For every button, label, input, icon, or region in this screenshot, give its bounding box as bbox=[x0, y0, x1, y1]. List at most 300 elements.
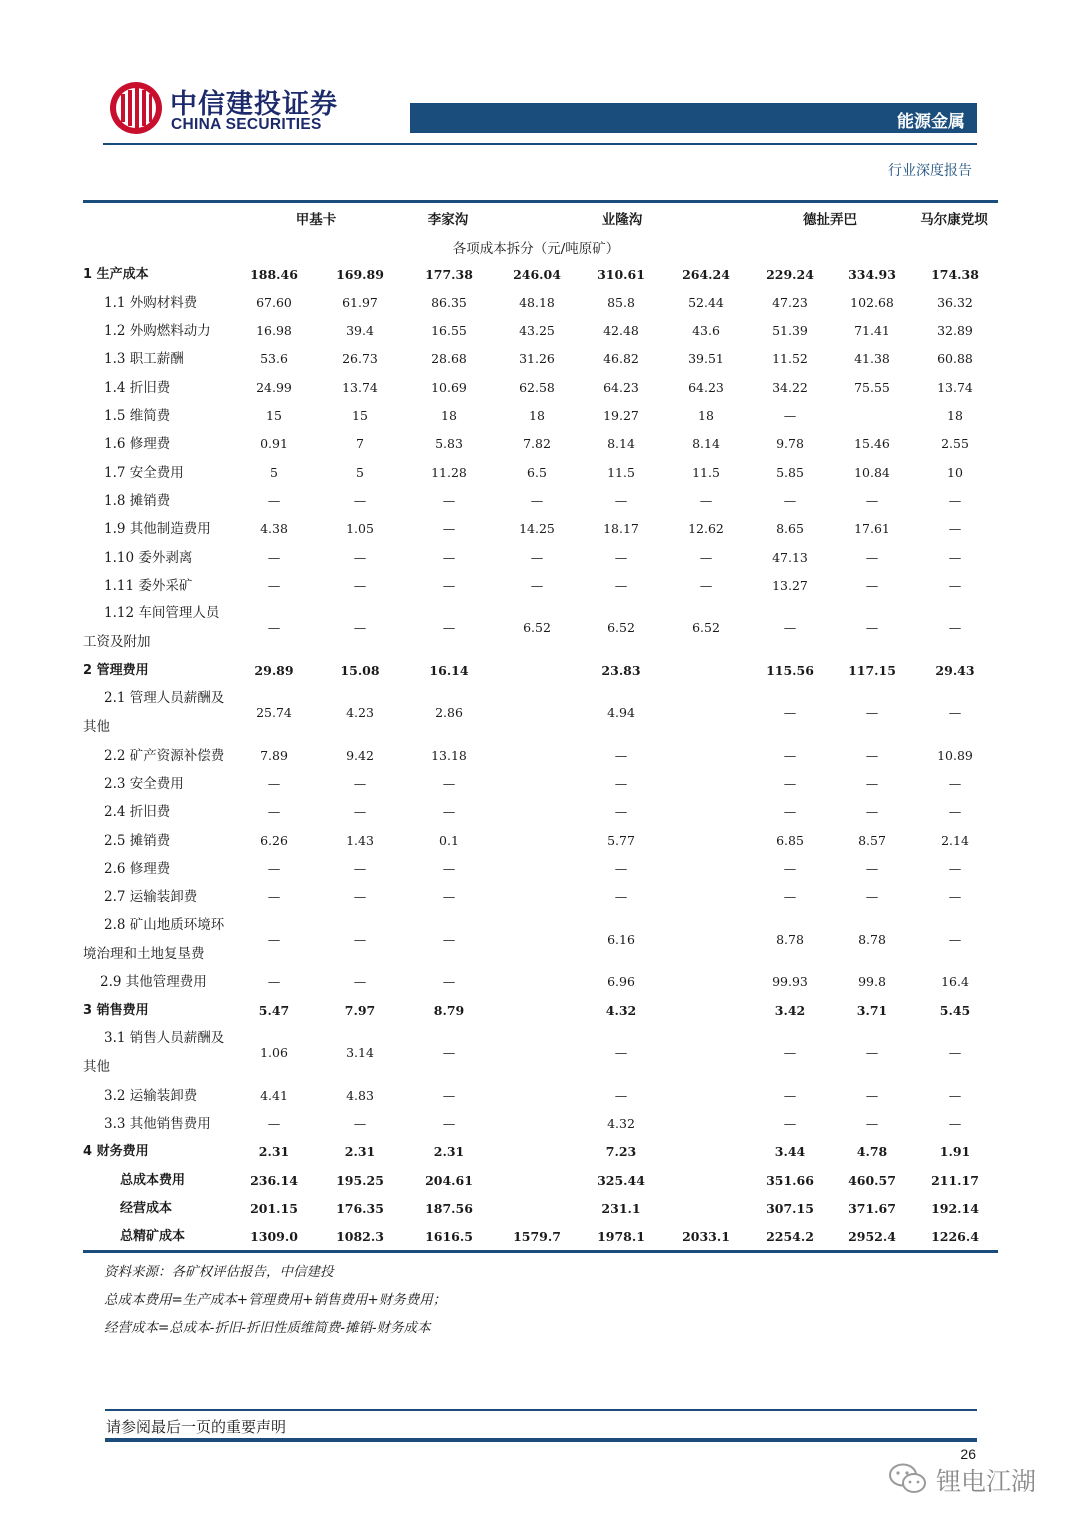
table-cell: — bbox=[948, 493, 962, 508]
table-cell: 195.25 bbox=[336, 1173, 384, 1188]
table-cell: 15 bbox=[352, 408, 368, 423]
table-cell: 1.43 bbox=[346, 833, 374, 848]
table-cell: 11.5 bbox=[692, 465, 720, 480]
table-cell: — bbox=[353, 889, 367, 904]
table-cell: 8.78 bbox=[776, 932, 804, 947]
table-cell: 2.31 bbox=[258, 1144, 290, 1159]
table-cell: 1.05 bbox=[346, 521, 374, 536]
table-cell: 4.38 bbox=[260, 521, 288, 536]
table-notes bbox=[104, 1258, 446, 1342]
row-label: 1.10 委外剥离 bbox=[104, 550, 193, 566]
column-header-maerkang-dangba: 马尔康党坝 bbox=[920, 212, 988, 228]
table-cell: 310.61 bbox=[597, 267, 645, 282]
table-cell: 1309.0 bbox=[250, 1229, 298, 1244]
row-label: 1.12 车间管理人员 bbox=[104, 605, 220, 621]
table-cell: — bbox=[267, 889, 281, 904]
table-cell: 0.91 bbox=[260, 436, 288, 451]
table-cell: — bbox=[442, 861, 456, 876]
table-cell: 371.67 bbox=[848, 1201, 896, 1216]
row-label: 3.3 其他销售费用 bbox=[104, 1116, 211, 1132]
table-cell: 201.15 bbox=[250, 1201, 298, 1216]
table-cell: — bbox=[267, 493, 281, 508]
row-label: 总精矿成本 bbox=[120, 1229, 186, 1244]
table-cell: 43.6 bbox=[692, 323, 720, 338]
table-cell: 39.51 bbox=[688, 351, 724, 366]
table-cell: 351.66 bbox=[766, 1173, 814, 1188]
table-cell: 334.93 bbox=[848, 267, 896, 282]
table-cell: — bbox=[267, 932, 281, 947]
table-cell: 29.89 bbox=[254, 663, 294, 678]
table-cell: 47.13 bbox=[772, 550, 808, 565]
table-cell: 187.56 bbox=[425, 1201, 473, 1216]
table-cell: — bbox=[442, 1088, 456, 1103]
table-cell: — bbox=[783, 1045, 797, 1060]
table-cell: — bbox=[948, 1045, 962, 1060]
table-cell: — bbox=[353, 550, 367, 565]
table-cell: 3.14 bbox=[346, 1045, 374, 1060]
table-cell: 13.18 bbox=[431, 748, 467, 763]
table-cell: — bbox=[948, 578, 962, 593]
row-label: 经营成本 bbox=[120, 1201, 173, 1216]
table-cell: — bbox=[267, 620, 281, 635]
table-cell: — bbox=[948, 1116, 962, 1131]
table-cell: — bbox=[442, 776, 456, 791]
table-cell: 5.85 bbox=[776, 465, 804, 480]
table-cell: — bbox=[530, 493, 544, 508]
table-cell: 4.83 bbox=[346, 1088, 374, 1103]
table-cell: 75.55 bbox=[854, 380, 890, 395]
watermark bbox=[888, 1460, 1058, 1500]
table-cell: — bbox=[783, 776, 797, 791]
table-cell: 0.1 bbox=[439, 833, 459, 848]
wechat-icon bbox=[888, 1462, 928, 1496]
table-cell: 48.18 bbox=[519, 295, 555, 310]
section-banner bbox=[410, 103, 977, 133]
table-cell: 5.47 bbox=[258, 1003, 290, 1018]
table-cell: 307.15 bbox=[766, 1201, 814, 1216]
row-label-continued: 境治理和土地复垦费 bbox=[83, 946, 205, 962]
table-cell: 2.31 bbox=[433, 1144, 465, 1159]
row-label: 2.7 运输装卸费 bbox=[104, 889, 198, 905]
table-cell: 460.57 bbox=[848, 1173, 896, 1188]
table-cell: — bbox=[442, 578, 456, 593]
footer-thick-divider bbox=[105, 1438, 977, 1442]
table-cell: 7.89 bbox=[260, 748, 288, 763]
table-cell: — bbox=[948, 705, 962, 720]
table-cell: — bbox=[442, 974, 456, 989]
table-cell: — bbox=[948, 932, 962, 947]
table-cell: 29.43 bbox=[935, 663, 975, 678]
formula-note-total-cost: 总成本费用=生产成本+管理费用+销售费用+财务费用； bbox=[104, 1292, 447, 1308]
table-cell: — bbox=[442, 620, 456, 635]
table-cell: 8.78 bbox=[858, 932, 886, 947]
table-cell: 64.23 bbox=[688, 380, 724, 395]
table-cell: — bbox=[530, 550, 544, 565]
table-cell: 60.88 bbox=[937, 351, 973, 366]
table-cell: 31.26 bbox=[519, 351, 555, 366]
table-cell: — bbox=[948, 620, 962, 635]
table-cell: — bbox=[865, 705, 879, 720]
table-cell: 7.97 bbox=[344, 1003, 376, 1018]
footer-divider bbox=[105, 1409, 977, 1411]
table-cell: 39.4 bbox=[346, 323, 374, 338]
table-cell: 2.55 bbox=[941, 436, 969, 451]
table-cell: 14.25 bbox=[519, 521, 555, 536]
table-cell: 15.46 bbox=[854, 436, 890, 451]
table-cell: 13.74 bbox=[342, 380, 378, 395]
row-label: 1.11 委外采矿 bbox=[104, 578, 193, 594]
table-cell: 18 bbox=[947, 408, 963, 423]
table-cell: 26.73 bbox=[342, 351, 378, 366]
table-cell: — bbox=[783, 804, 797, 819]
table-cell: 11.52 bbox=[772, 351, 808, 366]
table-cell: 11.28 bbox=[431, 465, 467, 480]
table-cell: 1226.4 bbox=[931, 1229, 979, 1244]
table-cell: 7.23 bbox=[605, 1144, 637, 1159]
table-cell: — bbox=[783, 705, 797, 720]
table-cell: — bbox=[948, 776, 962, 791]
table-cell: 1579.7 bbox=[513, 1229, 561, 1244]
table-cell: — bbox=[442, 550, 456, 565]
table-cell: — bbox=[353, 974, 367, 989]
table-cell: 6.5 bbox=[527, 465, 547, 480]
row-label: 2.4 折旧费 bbox=[104, 804, 171, 820]
table-cell: 4.23 bbox=[346, 705, 374, 720]
table-subtitle: 各项成本拆分（元/吨原矿） bbox=[452, 241, 620, 257]
table-cell: 8.65 bbox=[776, 521, 804, 536]
brand-name-cn: 中信建投证券 bbox=[170, 89, 338, 120]
table-cell: — bbox=[783, 493, 797, 508]
disclaimer-text: 请参阅最后一页的重要声明 bbox=[106, 1418, 287, 1436]
table-cell: — bbox=[865, 578, 879, 593]
table-cell: 10.89 bbox=[937, 748, 973, 763]
table-cell: 62.58 bbox=[519, 380, 555, 395]
table-cell: 16.98 bbox=[256, 323, 292, 338]
table-cell: 13.74 bbox=[937, 380, 973, 395]
table-cell: 6.52 bbox=[607, 620, 635, 635]
table-cell: — bbox=[442, 932, 456, 947]
table-cell: 4.32 bbox=[605, 1003, 637, 1018]
table-cell: — bbox=[614, 889, 628, 904]
table-cell: — bbox=[353, 493, 367, 508]
table-cell: 117.15 bbox=[848, 663, 896, 678]
table-cell: 6.85 bbox=[776, 833, 804, 848]
table-cell: — bbox=[267, 578, 281, 593]
table-cell: 5.83 bbox=[435, 436, 463, 451]
table-cell: — bbox=[865, 889, 879, 904]
table-cell: — bbox=[865, 776, 879, 791]
table-cell: 5.77 bbox=[607, 833, 635, 848]
table-cell: 246.04 bbox=[513, 267, 561, 282]
table-cell: 325.44 bbox=[597, 1173, 645, 1188]
china-securities-logo-icon bbox=[108, 80, 164, 136]
row-label-continued: 其他 bbox=[83, 719, 110, 735]
row-label: 1.2 外购燃料动力 bbox=[104, 323, 211, 339]
table-bottom-rule bbox=[83, 1250, 998, 1253]
source-note: 资料来源：各矿权评估报告，中信建投 bbox=[104, 1264, 334, 1280]
row-label: 2 管理费用 bbox=[83, 663, 149, 678]
table-cell: — bbox=[783, 620, 797, 635]
column-header-lijiagou: 李家沟 bbox=[427, 212, 469, 228]
table-cell: 192.14 bbox=[931, 1201, 979, 1216]
table-cell: — bbox=[699, 578, 713, 593]
table-cell: 43.25 bbox=[519, 323, 555, 338]
table-cell: — bbox=[948, 1088, 962, 1103]
table-cell: 85.8 bbox=[607, 295, 635, 310]
table-cell: 6.52 bbox=[692, 620, 720, 635]
table-cell: — bbox=[267, 550, 281, 565]
row-label: 1.4 折旧费 bbox=[104, 380, 171, 396]
table-cell: — bbox=[865, 550, 879, 565]
table-cell: 3.44 bbox=[774, 1144, 806, 1159]
formula-note-operating-cost: 经营成本=总成本-折旧-折旧性质维简费-摊销-财务成本 bbox=[104, 1320, 431, 1336]
table-cell: — bbox=[442, 804, 456, 819]
table-cell: 19.27 bbox=[603, 408, 639, 423]
table-cell: — bbox=[353, 861, 367, 876]
table-cell: — bbox=[699, 493, 713, 508]
table-cell: 188.46 bbox=[250, 267, 298, 282]
table-cell: 18 bbox=[441, 408, 457, 423]
row-label: 1.8 摊销费 bbox=[104, 493, 171, 509]
table-cell: 1616.5 bbox=[425, 1229, 473, 1244]
table-cell: — bbox=[442, 1116, 456, 1131]
table-cell: 18 bbox=[529, 408, 545, 423]
table-cell: 7.82 bbox=[523, 436, 551, 451]
table-cell: 2.31 bbox=[344, 1144, 376, 1159]
table-cell: 9.42 bbox=[346, 748, 374, 763]
row-label: 1.3 职工薪酬 bbox=[104, 351, 184, 367]
table-cell: 32.89 bbox=[937, 323, 973, 338]
table-cell: 16.4 bbox=[941, 974, 969, 989]
row-label: 1 生产成本 bbox=[83, 267, 149, 282]
table-cell: 3.71 bbox=[856, 1003, 888, 1018]
row-label: 1.7 安全费用 bbox=[104, 465, 184, 481]
table-cell: — bbox=[865, 620, 879, 635]
table-cell: 47.23 bbox=[772, 295, 808, 310]
table-cell: 8.79 bbox=[433, 1003, 465, 1018]
table-cell: 10.84 bbox=[854, 465, 890, 480]
table-cell: — bbox=[267, 861, 281, 876]
table-cell: 64.23 bbox=[603, 380, 639, 395]
table-cell: 211.17 bbox=[931, 1173, 979, 1188]
header-divider bbox=[103, 143, 977, 145]
table-cell: 17.61 bbox=[854, 521, 890, 536]
table-cell: — bbox=[267, 1116, 281, 1131]
table-cell: 6.16 bbox=[607, 932, 635, 947]
table-cell: 51.39 bbox=[772, 323, 808, 338]
column-header-dechenongba: 德扯弄巴 bbox=[803, 212, 857, 228]
table-cell: — bbox=[865, 1045, 879, 1060]
table-cell: — bbox=[783, 889, 797, 904]
table-cell: — bbox=[614, 804, 628, 819]
table-cell: 4.94 bbox=[607, 705, 635, 720]
table-cell: — bbox=[530, 578, 544, 593]
row-label: 2.3 安全费用 bbox=[104, 776, 184, 792]
table-cell: 13.27 bbox=[772, 578, 808, 593]
table-cell: — bbox=[353, 804, 367, 819]
row-label-continued: 工资及附加 bbox=[83, 634, 151, 650]
table-cell: 177.38 bbox=[425, 267, 473, 282]
table-cell: 5 bbox=[270, 465, 278, 480]
table-cell: — bbox=[267, 776, 281, 791]
table-cell: — bbox=[267, 974, 281, 989]
table-cell: 2952.4 bbox=[848, 1229, 896, 1244]
table-cell: 5 bbox=[356, 465, 364, 480]
table-cell: 15 bbox=[266, 408, 282, 423]
table-cell: 41.38 bbox=[854, 351, 890, 366]
table-cell: — bbox=[442, 521, 456, 536]
table-cell: 15.08 bbox=[340, 663, 380, 678]
table-cell: 4.78 bbox=[856, 1144, 888, 1159]
table-cell: 67.60 bbox=[256, 295, 292, 310]
table-cell: 3.42 bbox=[774, 1003, 806, 1018]
table-cell: 229.24 bbox=[766, 267, 814, 282]
table-cell: — bbox=[353, 578, 367, 593]
table-cell: 52.44 bbox=[688, 295, 724, 310]
brand-name-en: CHINA SECURITIES bbox=[171, 116, 322, 133]
table-cell: 6.96 bbox=[607, 974, 635, 989]
row-label: 1.1 外购材料费 bbox=[104, 295, 198, 311]
table-cell: — bbox=[614, 748, 628, 763]
table-cell: 2033.1 bbox=[682, 1229, 730, 1244]
table-cell: — bbox=[614, 1045, 628, 1060]
table-cell: 2.14 bbox=[941, 833, 969, 848]
table-cell: 12.62 bbox=[688, 521, 724, 536]
table-cell: 23.83 bbox=[601, 663, 641, 678]
company-logo bbox=[108, 80, 348, 140]
table-cell: 18.17 bbox=[603, 521, 639, 536]
table-cell: — bbox=[783, 748, 797, 763]
table-cell: 102.68 bbox=[850, 295, 894, 310]
table-cell: — bbox=[865, 1088, 879, 1103]
table-cell: 8.57 bbox=[858, 833, 886, 848]
table-cell: 8.14 bbox=[692, 436, 720, 451]
table-cell: 10 bbox=[947, 465, 963, 480]
table-cell: 7 bbox=[356, 436, 364, 451]
table-cell: 28.68 bbox=[431, 351, 467, 366]
table-top-rule bbox=[83, 200, 998, 203]
table-cell: 264.24 bbox=[682, 267, 730, 282]
table-cell: — bbox=[353, 620, 367, 635]
table-cell: 176.35 bbox=[336, 1201, 384, 1216]
table-cell: 99.93 bbox=[772, 974, 808, 989]
table-cell: 174.38 bbox=[931, 267, 979, 282]
table-cell: 42.48 bbox=[603, 323, 639, 338]
table-cell: 99.8 bbox=[858, 974, 886, 989]
table-cell: 61.97 bbox=[342, 295, 378, 310]
table-cell: 8.14 bbox=[607, 436, 635, 451]
table-cell: 9.78 bbox=[776, 436, 804, 451]
table-cell: — bbox=[783, 408, 797, 423]
row-label: 2.6 修理费 bbox=[104, 861, 171, 877]
table-cell: — bbox=[948, 889, 962, 904]
page-number: 26 bbox=[960, 1446, 976, 1462]
table-cell: 11.5 bbox=[607, 465, 635, 480]
table-cell: 6.26 bbox=[260, 833, 288, 848]
table-cell: 36.32 bbox=[937, 295, 973, 310]
column-header-jiajika: 甲基卡 bbox=[295, 212, 337, 228]
table-cell: — bbox=[442, 1045, 456, 1060]
table-cell: — bbox=[614, 493, 628, 508]
table-cell: — bbox=[614, 776, 628, 791]
section-title: 能源金属 bbox=[897, 112, 965, 132]
table-cell: — bbox=[948, 550, 962, 565]
table-cell: — bbox=[353, 1116, 367, 1131]
table-cell: 1978.1 bbox=[597, 1229, 645, 1244]
table-cell: — bbox=[353, 776, 367, 791]
table-cell: 1.91 bbox=[939, 1144, 971, 1159]
table-cell: 86.35 bbox=[431, 295, 467, 310]
row-label: 3.2 运输装卸费 bbox=[104, 1088, 198, 1104]
table-cell: — bbox=[783, 1088, 797, 1103]
watermark-text: 锂电江湖 bbox=[936, 1467, 1037, 1496]
table-cell: 24.99 bbox=[256, 380, 292, 395]
table-cell: 6.52 bbox=[523, 620, 551, 635]
table-cell: 16.55 bbox=[431, 323, 467, 338]
table-cell: 71.41 bbox=[854, 323, 890, 338]
row-label: 2.1 管理人员薪酬及 bbox=[104, 690, 225, 706]
table-cell: — bbox=[948, 804, 962, 819]
table-cell: — bbox=[948, 861, 962, 876]
row-label: 1.9 其他制造费用 bbox=[104, 521, 211, 537]
table-cell: — bbox=[948, 521, 962, 536]
table-cell: 5.45 bbox=[939, 1003, 971, 1018]
table-cell: — bbox=[267, 804, 281, 819]
row-label: 4 财务费用 bbox=[83, 1144, 149, 1159]
table-cell: — bbox=[865, 493, 879, 508]
table-cell: — bbox=[614, 861, 628, 876]
table-cell: — bbox=[614, 550, 628, 565]
row-label: 总成本费用 bbox=[120, 1173, 186, 1188]
table-cell: 236.14 bbox=[250, 1173, 298, 1188]
table-cell: — bbox=[699, 550, 713, 565]
report-type-label: 行业深度报告 bbox=[888, 163, 972, 179]
table-cell: 4.41 bbox=[260, 1088, 288, 1103]
table-cell: — bbox=[865, 804, 879, 819]
table-cell: 4.32 bbox=[607, 1116, 635, 1131]
table-cell: — bbox=[614, 1088, 628, 1103]
table-cell: — bbox=[614, 578, 628, 593]
table-cell: — bbox=[865, 861, 879, 876]
table-cell: 2254.2 bbox=[766, 1229, 814, 1244]
table-cell: — bbox=[353, 932, 367, 947]
table-cell: — bbox=[865, 1116, 879, 1131]
table-cell: 115.56 bbox=[766, 663, 814, 678]
table-cell: — bbox=[783, 1116, 797, 1131]
row-label: 2.8 矿山地质环境环 bbox=[104, 917, 225, 933]
table-cell: 10.69 bbox=[431, 380, 467, 395]
row-label-continued: 其他 bbox=[83, 1059, 110, 1075]
table-cell: — bbox=[442, 889, 456, 904]
table-cell: 34.22 bbox=[772, 380, 808, 395]
row-label: 2.5 摊销费 bbox=[104, 833, 171, 849]
table-cell: 204.61 bbox=[425, 1173, 473, 1188]
table-cell: — bbox=[865, 748, 879, 763]
row-label: 2.9 其他管理费用 bbox=[100, 974, 207, 990]
row-label: 1.5 维简费 bbox=[104, 408, 171, 424]
table-cell: 2.86 bbox=[435, 705, 463, 720]
table-cell: 46.82 bbox=[603, 351, 639, 366]
row-label: 2.2 矿产资源补偿费 bbox=[104, 748, 225, 764]
table-cell: 1082.3 bbox=[336, 1229, 384, 1244]
table-cell: 53.6 bbox=[260, 351, 288, 366]
table-cell: — bbox=[442, 493, 456, 508]
table-cell: 25.74 bbox=[256, 705, 292, 720]
row-label: 3 销售费用 bbox=[83, 1003, 149, 1018]
row-label: 1.6 修理费 bbox=[104, 436, 171, 452]
row-label: 3.1 销售人员薪酬及 bbox=[104, 1030, 225, 1046]
table-cell: — bbox=[783, 861, 797, 876]
